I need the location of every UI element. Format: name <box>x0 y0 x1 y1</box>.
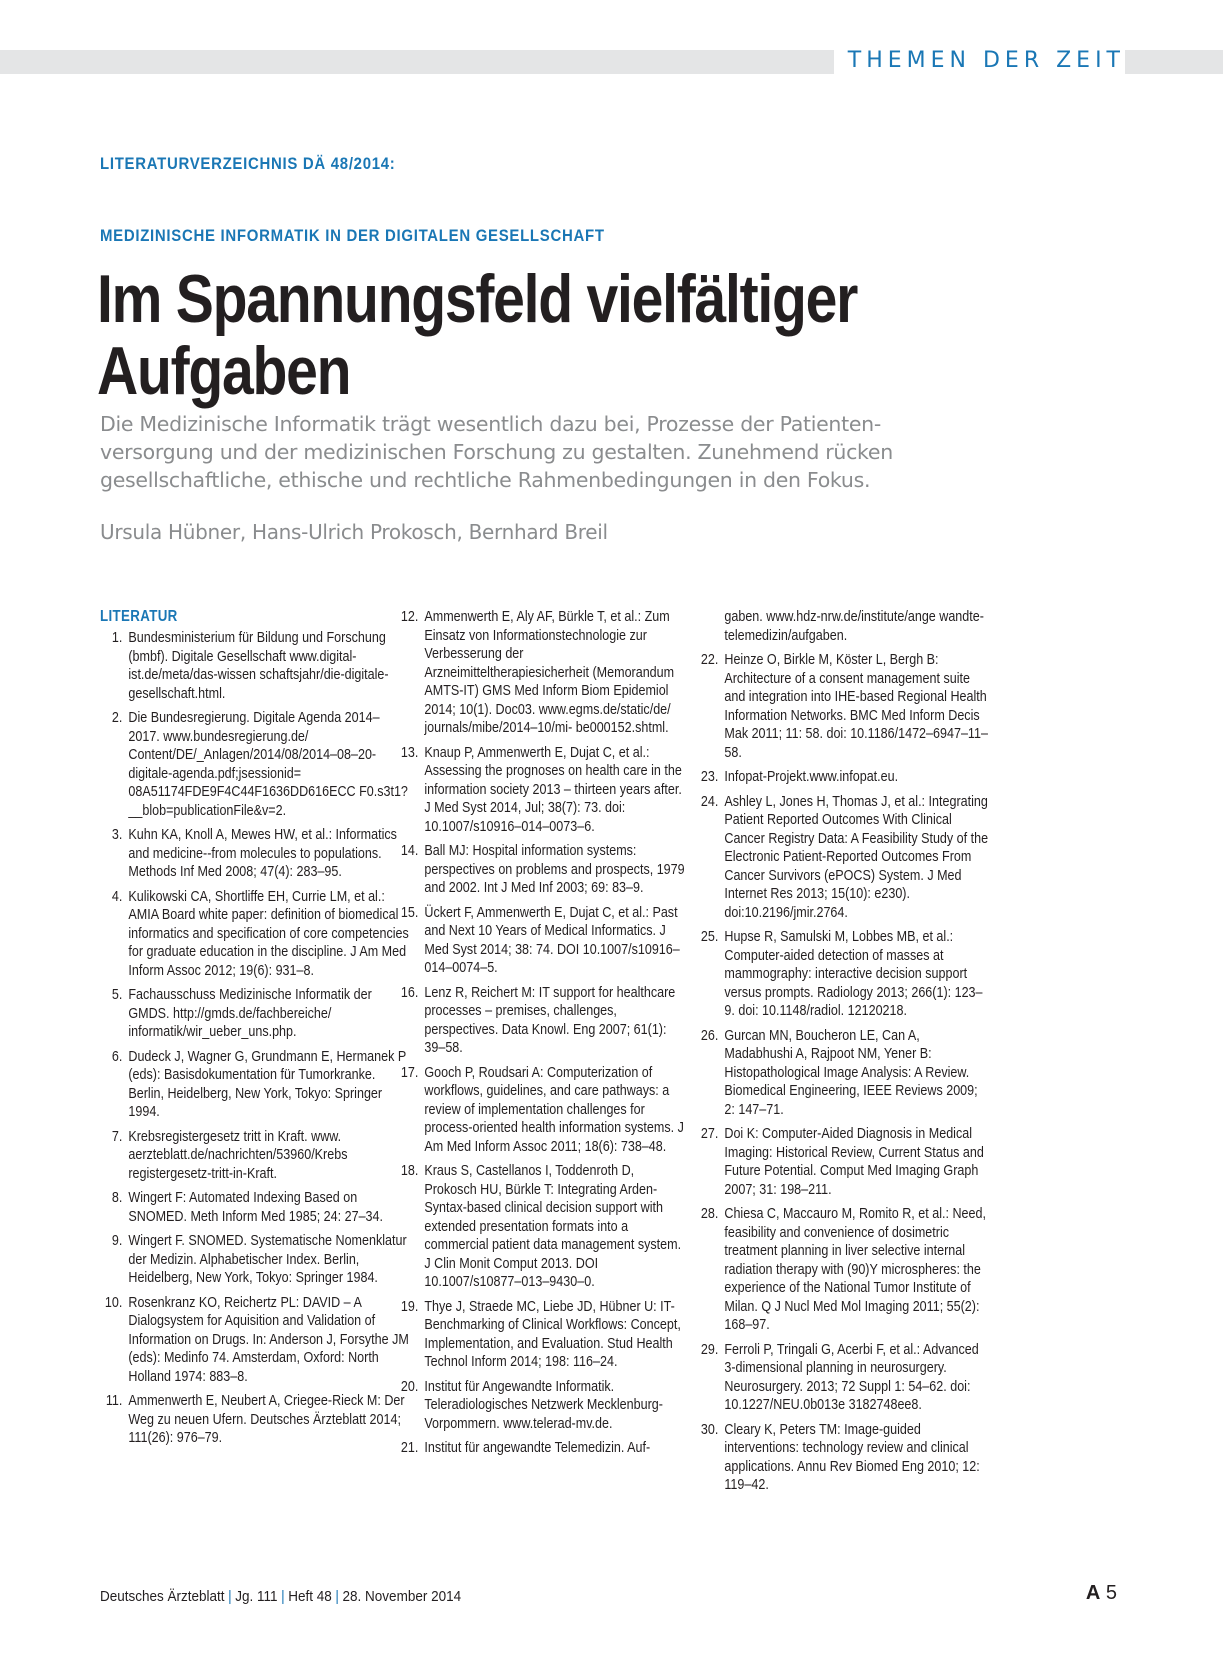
reference-text: Fachausschuss Medizinische Informatik der GMDS. http://gmds.de/fachbereiche/ informatik/wir_ueber_uns.php. <box>128 987 372 1040</box>
reference-item <box>100 709 410 820</box>
footer-journal: Deutsches Ärzteblatt <box>100 1588 225 1605</box>
reference-text: Ferroli P, Tringali G, Acerbi F, et al.: Advanced 3-dimensional planning in neurosurgery. Neurosurgery. 2013; 72 Suppl 1: 54–62. doi: 10.1227/NEU.0b013e 3182748ee8. <box>724 1341 979 1413</box>
reference-item <box>100 1128 410 1184</box>
reference-text: Dudeck J, Wagner G, Grundmann E, Hermanek P (eds): Basisdokumentation für Tumorkranke. Berlin, Heidelberg, New York, Tokyo: Springer 1994. <box>128 1048 407 1120</box>
footer-separator: | <box>228 1588 232 1605</box>
references-column-3 <box>696 608 989 1501</box>
reference-text: Krebsregistergesetz tritt in Kraft. www. aerzteblatt.de/nachrichten/53960/Krebs registergesetz-tritt-in-Kraft. <box>128 1128 348 1182</box>
reference-item <box>396 842 688 898</box>
reference-number: 2. <box>111 710 123 726</box>
reference-item <box>696 928 988 1021</box>
reference-item <box>100 1048 410 1122</box>
reference-item <box>696 1125 988 1199</box>
reference-item <box>696 793 988 923</box>
reference-item <box>100 629 410 703</box>
lead-text: Die Medizinische Informatik trägt wesentlich dazu bei, Prozesse der Patientenversorgung und der medizinischen Forschung zu gestalten. Zunehmend rücken gesellschaftliche, ethische und rechtliche Rahmenbedingungen in den Fokus. <box>100 412 893 492</box>
reference-item <box>696 1027 988 1120</box>
reference-item <box>696 651 988 762</box>
reference-item <box>396 984 688 1058</box>
references-column-1 <box>100 608 412 1454</box>
reference-text: Ball MJ: Hospital information systems: perspectives on problems and prospects, 1979 and 2002. Int J Med Inf 2003; 69: 83–9. <box>424 843 685 896</box>
reference-item <box>396 1439 688 1458</box>
reference-item <box>100 986 410 1042</box>
reference-text: Hupse R, Samulski M, Lobbes MB, et al.: Computer-aided detection of masses at mammography: interactive decision support versus prompts. Radiology 2013; 266(1): 123–9. doi: 10.1148/radiol. 12120218. <box>724 929 983 1019</box>
reference-item <box>396 744 688 837</box>
kicker-literature-index: LITERATURVERZEICHNIS DÄ 48/2014: <box>100 154 396 173</box>
reference-text: Kraus S, Castellanos I, Toddenroth D, Prokosch HU, Bürkle T: Integrating Arden-Syntax-based clinical decision support with extended presentation formats into a commercial patient data management system. J Clin Monit Comput 2013. DOI 10.1007/s10877–013–9430–0. <box>424 1163 682 1290</box>
reference-number: 30. <box>700 1421 719 1438</box>
reference-text: Gurcan MN, Boucheron LE, Can A, Madabhushi A, Rajpoot NM, Yener B: Histopathological Image Analysis: A Review. Biomedical Engineering, IEEE Reviews 2009; 2: 147–71. <box>724 1027 978 1118</box>
reference-number: 11. <box>105 1393 123 1409</box>
footer-citation <box>100 1588 461 1605</box>
reference-text: Heinze O, Birkle M, Köster L, Bergh B: Architecture of a consent management suite and integration into IHE-based Regional Health Information Networks. BMC Med Inform Decis Mak 2011; 11: 58. doi: 10.1186/1472–6947–11–58. <box>724 652 988 761</box>
reference-number: 23. <box>700 769 719 785</box>
reference-number: 19. <box>400 1298 419 1315</box>
reference-item <box>396 1162 688 1292</box>
reference-number: 9. <box>111 1233 123 1249</box>
reference-text: Thye J, Straede MC, Liebe JD, Hübner U: IT-Benchmarking of Clinical Workflows: Concept, Implementation, and Evaluation. Stud Health Technol Inform 2014; 198: 116–24. <box>424 1298 681 1370</box>
reference-item <box>696 768 988 787</box>
reference-continuation: gaben. www.hdz-nrw.de/institute/ange wandte-telemedizin/aufgaben. <box>724 609 984 644</box>
reference-item <box>696 1421 988 1495</box>
reference-item <box>396 1378 688 1434</box>
reference-number: 10. <box>104 1294 123 1311</box>
reference-number: 21. <box>400 1440 419 1456</box>
reference-item <box>396 608 688 738</box>
footer-volume: Jg. 111 <box>235 1588 278 1605</box>
reference-number: 16. <box>400 984 419 1001</box>
reference-number: 25. <box>700 929 719 945</box>
reference-text: Kuhn KA, Knoll A, Mewes HW, et al.: Informatics and medicine--from molecules to populations. Methods Inf Med 2008; 47(4): 283–95. <box>128 827 397 880</box>
reference-number: 3. <box>111 827 123 843</box>
reference-number: 8. <box>111 1190 123 1206</box>
reference-text: Gooch P, Roudsari A: Computerization of workflows, guidelines, and care pathways: a review of implementation challenges for process-oriented health information systems. J Am Med Inform Assoc 2011; 18(6): 738–48. <box>424 1064 684 1155</box>
reference-text: Infopat-Projekt.www.infopat.eu. <box>724 769 899 785</box>
literature-heading: LITERATUR <box>100 608 178 625</box>
reference-text: Kulikowski CA, Shortliffe EH, Currie LM, et al.: AMIA Board white paper: definition of biomedical informatics and specification of core competencies for graduate education in the discipline. J Am Med Inform Assoc 2012; 19(6): 931–8. <box>128 888 409 979</box>
reference-item <box>396 1064 688 1157</box>
reference-item <box>100 1232 410 1288</box>
reference-number: 24. <box>700 793 719 810</box>
reference-text: Ammenwerth E, Aly AF, Bürkle T, et al.: Zum Einsatz von Informationstechnologie zur Verbesserung der Arzneimitteltherapiesicherheit (Memorandum AMTS-IT) GMS Med Inform Biom Epidemiol 2014; 10(1). Doc03. www.egms.de/static/de/ journals/mibe/2014–10/mi- be000152.shtml. <box>424 609 675 736</box>
reference-text: Ashley L, Jones H, Thomas J, et al.: Integrating Patient Reported Outcomes With Clinical Cancer Registry Data: A Feasibility Study of the Electronic Patient-Reported Outcomes From Cancer Survivors (ePOCS) System. J Med Internet Res 2013; 15(10): e230). doi:10.2196/jmir.2764. <box>724 793 989 921</box>
reference-text: Wingert F. SNOMED. Systematische Nomenklatur der Medizin. Alphabetischer Index. Berlin, Heidelberg, New York, Tokyo: Springer 1984. <box>128 1233 407 1286</box>
reference-number: 26. <box>700 1027 719 1044</box>
reference-item <box>100 1189 410 1226</box>
section-label: THEMEN DER ZEIT <box>834 46 1125 76</box>
reference-text: Cleary K, Peters TM: Image-guided interventions: technology review and clinical applications. Annu Rev Biomed Eng 2010; 12: 119–42. <box>724 1421 980 1493</box>
reference-number: 18. <box>400 1163 419 1179</box>
reference-text: Ückert F, Ammenwerth E, Dujat C, et al.: Past and Next 10 Years of Medical Informatics. J Med Syst 2014; 38: 74. DOI 10.1007/s10916–014–0074–5. <box>424 904 680 976</box>
reference-item <box>696 1205 988 1335</box>
reference-number: 7. <box>111 1128 123 1145</box>
reference-text: Wingert F: Automated Indexing Based on SNOMED. Meth Inform Med 1985; 24: 27–34. <box>128 1190 384 1225</box>
page-number-value: 5 <box>1105 1582 1117 1604</box>
footer-issue: Heft 48 <box>288 1588 332 1605</box>
reference-item <box>100 888 410 981</box>
reference-number: 27. <box>700 1126 719 1142</box>
page-number <box>1086 1582 1117 1605</box>
reference-text: Institut für Angewandte Informatik. Teleradiologisches Netzwerk Mecklenburg-Vorpommern. www.telerad-mv.de. <box>424 1378 663 1432</box>
reference-item <box>100 1392 410 1448</box>
reference-item <box>696 1341 988 1415</box>
reference-number: 22. <box>700 652 719 668</box>
references-column-2 <box>396 608 686 1464</box>
page-prefix: A <box>1085 1582 1101 1604</box>
reference-text: Doi K: Computer-Aided Diagnosis in Medical Imaging: Historical Review, Current Status and Future Potential. Comput Med Imaging Graph 2007; 31: 198–211. <box>724 1126 984 1198</box>
reference-item <box>396 1298 688 1372</box>
reference-text: Lenz R, Reichert M: IT support for healthcare processes – premises, challenges, perspectives. Data Knowl. Eng 2007; 61(1): 39–58. <box>424 984 676 1056</box>
reference-text: Knaup P, Ammenwerth E, Dujat C, et al.: Assessing the prognoses on health care in the information society 2013 – thirteen years after. J Med Syst 2014, Jul; 38(7): 73. doi: 10.1007/s10916–014–0073–6. <box>424 744 682 835</box>
article-title <box>97 263 903 407</box>
reference-text: Chiesa C, Maccauro M, Romito R, et al.: Need, feasibility and convenience of dosimetric treatment planning in liver selective internal radiation therapy with (90)Y microspheres: the experience of the National Tumor Institute of Milan. Q J Nucl Med Mol Imaging 2011; 55(2): 168–97. <box>724 1206 986 1333</box>
reference-text: Ammenwerth E, Neubert A, Criegee-Rieck M: Der Weg zu neuen Ufern. Deutsches Ärzteblatt 2014; 111(26): 976–79. <box>128 1393 405 1446</box>
reference-number: 29. <box>700 1341 719 1358</box>
reference-number: 6. <box>111 1048 123 1065</box>
reference-number: 28. <box>700 1206 719 1222</box>
reference-number: 12. <box>400 609 419 625</box>
reference-text: Rosenkranz KO, Reichertz PL: DAVID – A Dialogsystem for Aquisition and Validation of Information on Drugs. In: Anderson J, Forsythe JM (eds): Medinfo 74. Amsterdam, Oxford: North Holland 1974: 883–8. <box>128 1294 409 1385</box>
authors: Ursula Hübner, Hans-Ulrich Prokosch, Bernhard Breil <box>100 520 608 544</box>
reference-number: 14. <box>400 843 419 859</box>
reference-text: Die Bundesregierung. Digitale Agenda 2014–2017. www.bundesregierung.de/ Content/DE/_Anlagen/2014/08/2014–08–20-digitale-agenda.pdf;jsessionid= 08A51174FDE9F4C44F1636DD616ECC F0.s3t1?__blob=publicationFile&v=2. <box>128 710 408 819</box>
reference-number: 5. <box>111 987 123 1003</box>
reference-number: 4. <box>111 888 123 905</box>
footer-date: 28. November 2014 <box>342 1588 462 1605</box>
footer-separator: | <box>335 1588 339 1605</box>
reference-item <box>100 826 410 882</box>
reference-item <box>100 1294 410 1387</box>
reference-text: Bundesministerium für Bildung und Forschung (bmbf). Digitale Gesellschaft www.digital-ist.de/meta/das-wissen schaftsjahr/die-digitale-gesellschaft.html. <box>128 630 389 702</box>
title-line-1: Im Spannungsfeld vielfältiger <box>97 261 858 337</box>
reference-number: 1. <box>111 630 123 646</box>
title-line-2: Aufgaben <box>97 333 351 409</box>
footer-separator: | <box>281 1588 285 1605</box>
reference-number: 20. <box>400 1378 419 1395</box>
kicker-topic: MEDIZINISCHE INFORMATIK IN DER DIGITALEN GESELLSCHAFT <box>100 226 605 245</box>
reference-item <box>396 904 688 978</box>
reference-number: 17. <box>400 1064 419 1081</box>
reference-text: Institut für angewandte Telemedizin. Auf- <box>424 1440 651 1456</box>
reference-number: 15. <box>400 904 419 921</box>
reference-number: 13. <box>400 744 419 761</box>
